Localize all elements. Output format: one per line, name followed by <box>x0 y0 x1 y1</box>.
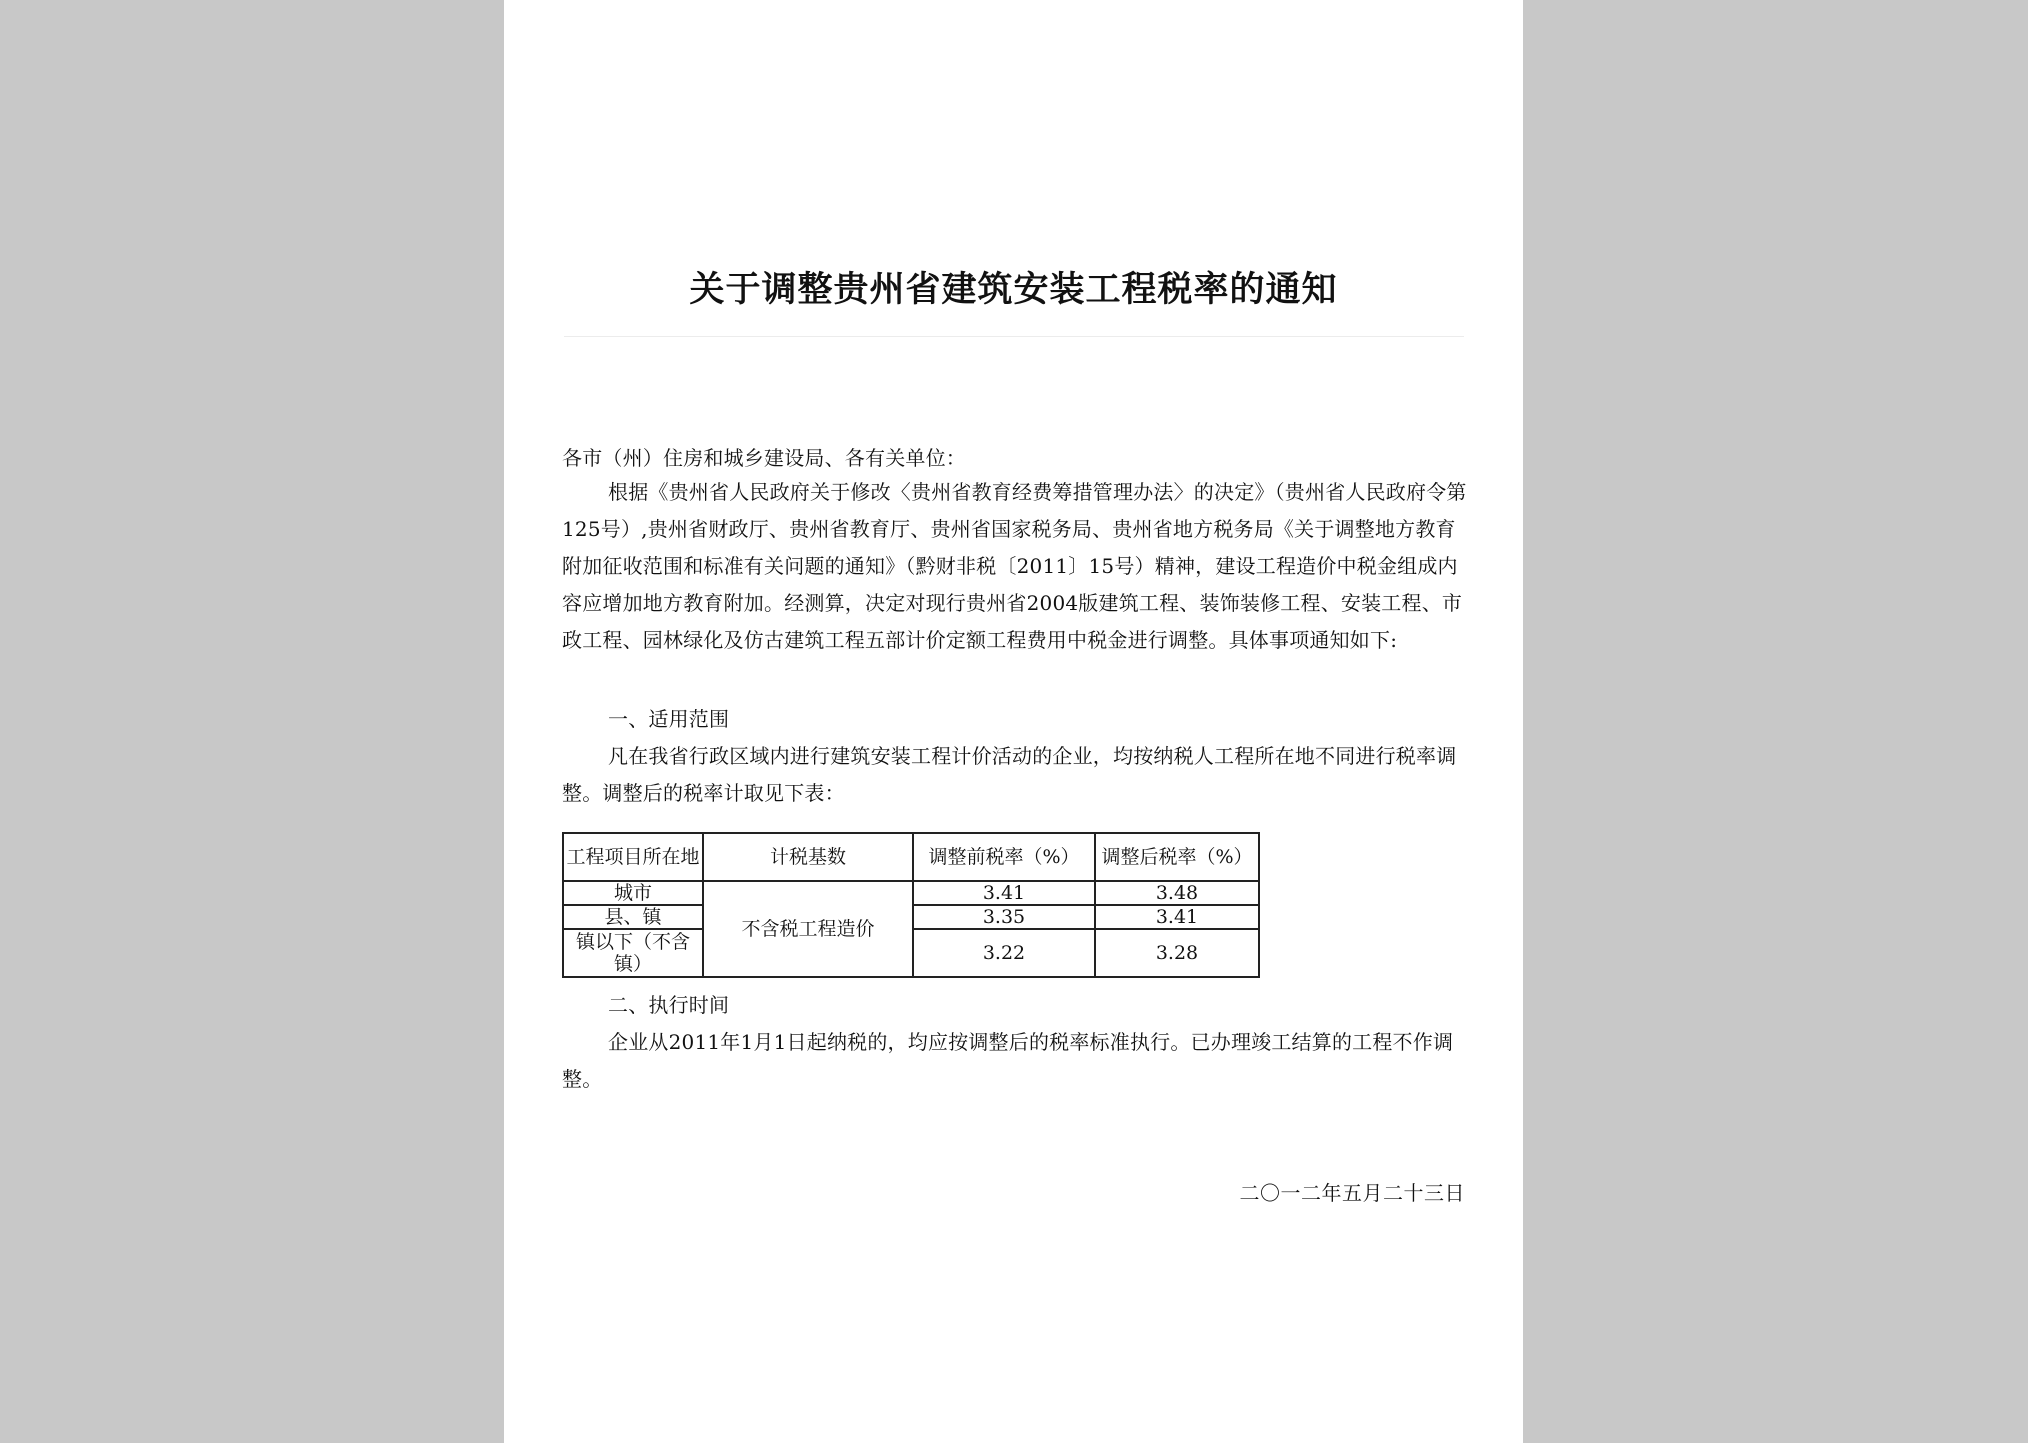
table-row <box>563 881 1259 905</box>
header-rate-after: 调整后税率（%） <box>1095 833 1259 881</box>
row-rate-before: 3.22 <box>913 929 1095 977</box>
row-location: 镇以下（不含镇） <box>563 929 703 977</box>
document-title: 关于调整贵州省建筑安装工程税率的通知 <box>689 270 1338 310</box>
document-page <box>504 0 1523 1443</box>
row-rate-after: 3.48 <box>1095 881 1259 905</box>
title-divider <box>564 336 1464 337</box>
header-rate-before: 调整前税率（%） <box>913 833 1095 881</box>
row-location: 县、镇 <box>563 905 703 929</box>
row-rate-after: 3.41 <box>1095 905 1259 929</box>
body-paragraph: 根据《贵州省人民政府关于修改〈贵州省教育经费筹措管理办法〉的决定》（贵州省人民政府令第125号）,贵州省财政厅、贵州省教育厅、贵州省国家税务局、贵州省地方税务局《关于调整地方教育附加征收范围和标准有关问题的通知》（黔财非税〔2011〕15号）精神，建设工程造价中税金组成内容应增加地方教育附加。经测算，决定对现行贵州省2004版建筑工程、装饰装修工程、安装工程、市政工程、园林绿化及仿古建筑工程五部计价定额工程费用中税金进行调整。具体事项通知如下: <box>562 480 1467 652</box>
section2-heading: 二、执行时间 <box>608 993 730 1017</box>
row-rate-before: 3.35 <box>913 905 1095 929</box>
header-location: 工程项目所在地 <box>563 833 703 881</box>
document-date: 二〇一二年五月二十三日 <box>1239 1181 1465 1205</box>
section2-text: 企业从2011年1月1日起纳税的，均应按调整后的税率标准执行。已办理竣工结算的工程不作调整。 <box>562 1030 1454 1091</box>
tax-base-cell: 不含税工程造价 <box>703 881 913 977</box>
table-header-row <box>563 833 1259 881</box>
row-rate-after: 3.28 <box>1095 929 1259 977</box>
row-location: 城市 <box>563 881 703 905</box>
tax-rate-table <box>562 832 1260 978</box>
section1-text: 凡在我省行政区域内进行建筑安装工程计价活动的企业，均按纳税人工程所在地不同进行税率调整。调整后的税率计取见下表： <box>562 744 1457 805</box>
row-rate-before: 3.41 <box>913 881 1095 905</box>
section1-heading: 一、适用范围 <box>608 707 730 731</box>
header-tax-base: 计税基数 <box>703 833 913 881</box>
salutation: 各市（州）住房和城乡建设局、各有关单位： <box>562 446 966 470</box>
